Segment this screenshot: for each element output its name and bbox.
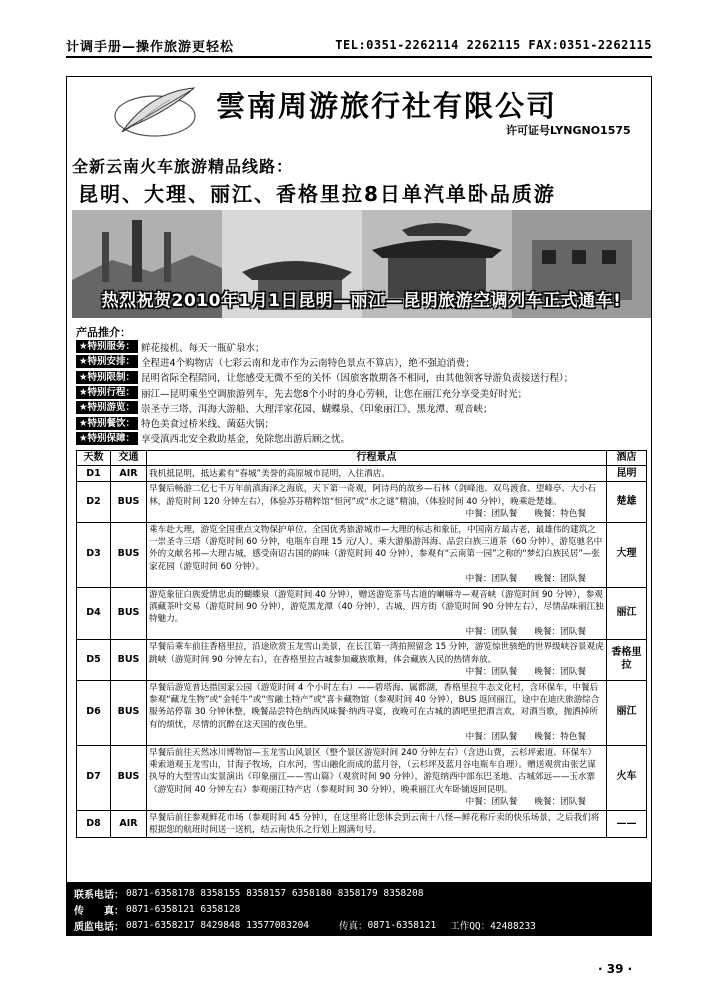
row-text: 早餐后乘车前往香格里拉，沿途欣赏玉龙雪山美景，在长江第一湾拍照留念 15 分钟，游览惊世骇绝的世界级峡谷景观虎跳峡（游览时间 90 分钟左右），在香格里拉古城参加藏族歌舞，体会藏族人民的热情奔放。: [149, 642, 604, 665]
feature-text: 鲜花接机、每天一瓶矿泉水；: [141, 342, 265, 354]
company-name: 雲南周游旅行社有限公司: [216, 89, 558, 123]
feature-text: 特色美食过桥米线、菌菇火锅；: [141, 419, 275, 431]
feature-item: [76, 431, 648, 446]
row-description: [147, 522, 607, 587]
feature-text: 昆明省际全程陪同，让您感受无微不至的关怀（因旅客散期各不相同，由其他领客导游负责接送行程）；: [141, 373, 574, 385]
row-meals: 中餐：团队餐 晚餐：团队餐: [465, 626, 586, 637]
headline-route-intro: 全新云南火车旅游精品线路：: [72, 157, 294, 176]
header-content: 行程景点: [147, 451, 607, 466]
table-row: [77, 640, 647, 680]
row-hotel: 香格里拉: [607, 640, 647, 680]
row-transport: AIR: [111, 810, 147, 838]
row-text: 早餐后畅游二亿七千万年前滇海泽之海底，天下第一奇观，阿诗玛的故乡—石林（剑峰池、双鸟渡食、望峰亭、大小石林，游览时间 120 分钟左右），体验苏芬精粹馆“恒河”或“水之谜”精油，（体验时间 40 分钟），晚乘赴楚雄。: [149, 484, 596, 507]
contact-footer: [66, 882, 652, 936]
table-row: [77, 587, 647, 640]
row-description: [147, 680, 607, 745]
footer-supervise-row: [74, 917, 644, 933]
row-description: [147, 640, 607, 680]
intro-title: 产品推介：: [76, 326, 131, 339]
feature-text: 丽江—昆明乘坐空调旅游列车，先去您8个小时的身心劳顿，让您在丽江充分享受美好时光；: [141, 388, 528, 400]
table-row: [77, 680, 647, 745]
header-day: 天数: [77, 451, 111, 466]
row-transport: AIR: [111, 466, 147, 482]
table-header-row: [77, 451, 647, 466]
sales-label: 联系电话：: [74, 889, 124, 901]
row-hotel: 丽江: [607, 587, 647, 640]
feature-tag: ★特别服务：: [76, 340, 138, 353]
feather-logo-icon: [110, 82, 200, 142]
row-day: D4: [77, 587, 111, 640]
celebration-banner: 热烈祝贺2010年1月1日昆明—丽江—昆明旅游空调列车正式通车!: [101, 291, 622, 311]
header-hotel: 酒店: [607, 451, 647, 466]
feature-tag: ★特别保障：: [76, 432, 138, 445]
row-text: 早餐后前往参观鲜花市场（参观时间 45 分钟），在这里将让您体会到云南十八怪—鲜花称斤卖的快乐场景，之后我们将根据您的航班时间送一送机，结云南快乐之行划上圆满句号。: [149, 812, 600, 835]
row-day: D5: [77, 640, 111, 680]
row-text: 早餐后游览普达措国家公园（游览时间 4 个小时左右）——碧塔海、属都湖，香格里拉牛态文化村，含环保车，中餐后参观“藏龙生物”或“金牦牛”或“雪融土特产”或“喜卡藏物馆（参观时间 40 分钟），BUS 返回丽江，途中在迪庆旅游综合服务站停靠 30 分钟休整，晚餐品尝特色纳西风味餐·纳西寻宴，夜晚可在古城的酒吧里把酒言欢，对酒当歌，抛洒掉所有的烦忧，尽情的沉醉在这天国的夜色里。: [149, 682, 600, 730]
row-day: D1: [77, 466, 111, 482]
table-row: [77, 810, 647, 838]
license-number: 许可证号LYNGNO1575: [506, 124, 631, 137]
feature-item: [76, 400, 648, 415]
sales-phones: 0871-6358178 8358155 8358157 6358180 8358179 8358208: [126, 887, 424, 899]
row-description: [147, 810, 607, 838]
feature-list: [76, 339, 648, 446]
row-meals: 中餐：团队餐 晚餐：团队餐: [465, 667, 586, 678]
feature-item: [76, 370, 648, 385]
row-transport: BUS: [111, 482, 147, 522]
fax2-number: 0871-6358121: [367, 919, 437, 931]
row-hotel: 火车: [607, 745, 647, 810]
row-description: [147, 745, 607, 810]
row-hotel: 昆明: [607, 466, 647, 482]
row-meals: 中餐：团队餐 晚餐：团队餐: [465, 797, 586, 808]
row-day: D3: [77, 522, 111, 587]
table-row: [77, 466, 647, 482]
row-text: 早餐后前往天然冰川博物馆—玉龙雪山风景区（整个景区游览时间 240 分钟左右）（含进山费，云杉坪索道、环保车）乘索道观玉龙雪山，甘海子牧场，白水河，雪山融化而成的蓝月谷，（云杉坪及蓝月谷电瓶车自理）。赠送观赏由张艺谋执导的大型雪山实景演出《印象丽江——雪山篇》（观赏时间 90 分钟），游览纳西中部东巴圣地、古城郊远——玉水寨（游览时间 40 分钟左右）参观丽江特产店（参观时间 30 分钟），晚乘丽江火车卧铺返回昆明。: [149, 747, 597, 795]
row-hotel: 大理: [607, 522, 647, 587]
header-transport: 交通: [111, 451, 147, 466]
headline-route-title: 昆明、大理、丽江、香格里拉8日单汽单卧品质游: [78, 182, 556, 206]
row-description: [147, 482, 607, 522]
row-meals: 中餐：团队餐 晚餐：特色餐: [465, 509, 586, 520]
feature-tag: ★特别限制：: [76, 371, 138, 384]
header-contact: TEL:0351-2262114 2262115 FAX:0351-2262115: [335, 38, 652, 52]
feature-text: 享受滇西北安全救助基金，免除您出游后顾之忧。: [141, 434, 351, 446]
row-day: D6: [77, 680, 111, 745]
footer-sales-row: [74, 885, 644, 901]
table-row: [77, 522, 647, 587]
row-transport: BUS: [111, 745, 147, 810]
row-meals: 中餐：团队餐 晚餐：特色餐: [465, 732, 586, 743]
page-header: [66, 34, 652, 58]
feature-text: 全程进4个购物店（七彩云南和龙市作为云南特色景点不算店），绝不强迫消费；: [141, 357, 475, 369]
row-description: [147, 587, 607, 640]
fax2-label: 传真：: [339, 921, 368, 932]
feature-item: [76, 385, 648, 400]
table-row: [77, 482, 647, 522]
row-text: 游览象征白族爱情忠贞的蝴蝶泉（游览时间 40 分钟），赠送游览茶马古道的喇嘛寺—观音峡（游览时间 90 分钟），参观滇藏茶叶交易（游览时间 90 分钟），游览黑龙潭（40 分钟），古城，四方街（游览时间 90 分钟左右），尽情品味丽江独特魅力。: [149, 589, 604, 625]
supervise-label: 质监电话：: [74, 921, 124, 933]
fax-label: 传 真：: [74, 905, 124, 917]
row-transport: BUS: [111, 640, 147, 680]
feature-text: 崇圣寺三塔、洱海大游船、大理洋家花园、蝴蝶泉、《印象丽江》、黑龙潭、观音峡；: [141, 403, 493, 415]
feature-tag: ★特别游览：: [76, 401, 138, 414]
row-text: 乘车赴大理，游览全国重点文物保护单位、全国优秀旅游城市—大理的标志和象征，中国南方最古老，最雄伟的建筑之一崇圣寺三塔（游览时间 60 分钟，电瓶车自理 15 元/人），乘大游船游洱海、品尝白族三道茶（60 分钟），游览驰名中外的文献名邦—大理古城，感受南诏古国的韵味（游览时间 40 分钟），参观有“云南第一园”之称的“梦幻白族民居”—张家花园（游览时间 60 分钟）。: [149, 524, 603, 572]
feature-item: [76, 354, 648, 369]
row-day: D8: [77, 810, 111, 838]
itinerary-table: [76, 450, 647, 838]
row-transport: BUS: [111, 587, 147, 640]
row-text: 我机抵昆明，抵达素有“春城”美誉的高原城市昆明，入住酒店。: [149, 468, 390, 479]
row-meals: 中餐：团队餐 晚餐：团队餐: [465, 574, 586, 585]
row-hotel: 丽江: [607, 680, 647, 745]
feature-tag: ★特别行程：: [76, 386, 138, 399]
feature-tag: ★特别餐饮：: [76, 417, 138, 430]
table-row: [77, 745, 647, 810]
feature-item: [76, 415, 648, 430]
feature-item: [76, 339, 648, 354]
row-hotel: 楚雄: [607, 482, 647, 522]
row-day: D7: [77, 745, 111, 810]
row-transport: BUS: [111, 522, 147, 587]
page-number: · 39 ·: [598, 962, 633, 976]
work-qq: 工作QQ：42488233: [450, 921, 536, 932]
supervise-phones: 0871-6358217 8429848 13577083204: [126, 919, 310, 931]
header-slogan: 计调手册—操作旅游更轻松: [66, 39, 235, 55]
feature-tag: ★特别安排：: [76, 355, 138, 368]
footer-fax-row: [74, 901, 644, 917]
row-hotel: ——: [607, 810, 647, 838]
row-transport: BUS: [111, 680, 147, 745]
row-description: [147, 466, 607, 482]
row-day: D2: [77, 482, 111, 522]
fax-phones: 0871-6358121 6358128: [126, 903, 241, 915]
